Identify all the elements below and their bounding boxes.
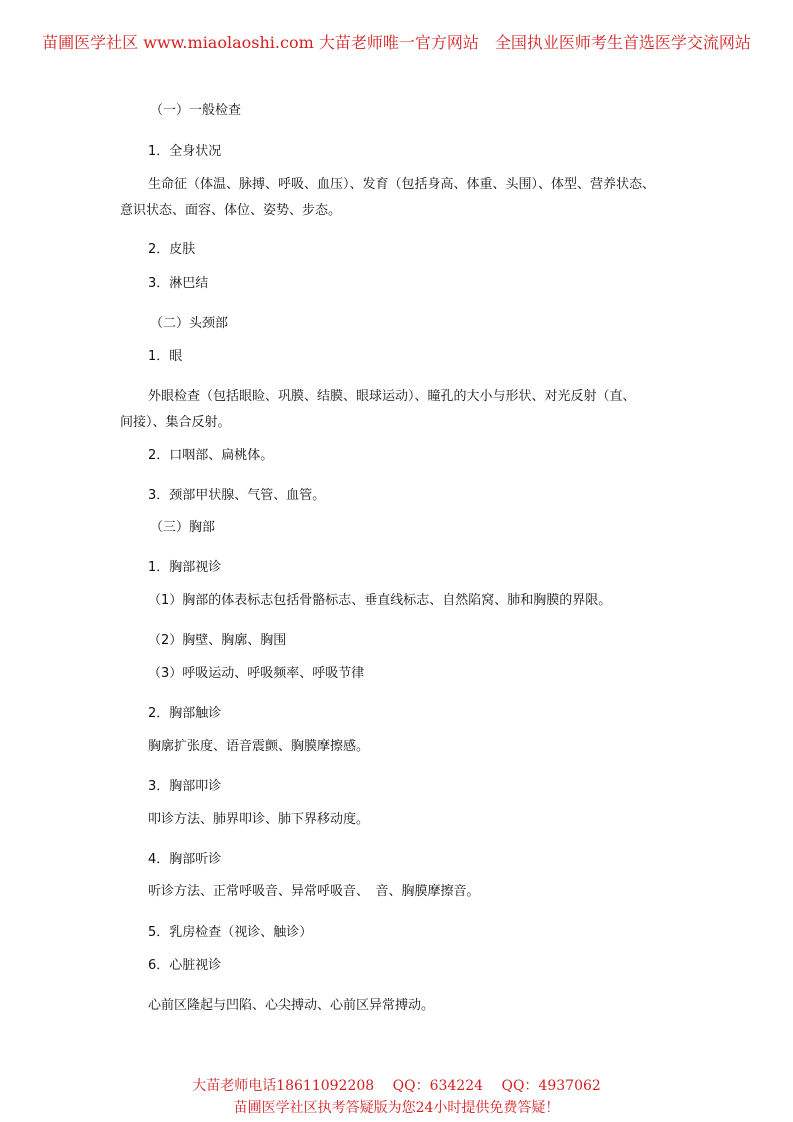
item-title: 6．心脏视诊 xyxy=(148,958,222,973)
item-title: 1．胸部视诊 xyxy=(148,560,222,575)
item-title: 3．淋巴结 xyxy=(148,276,209,291)
item-title: 5．乳房检查（视诊、触诊） xyxy=(148,925,313,940)
paragraph-line: 间接）、集合反射。 xyxy=(120,415,231,430)
sub-item: （1）胸部的体表标志包括骨骼标志、垂直线标志、自然陷窝、肺和胸膜的界限。 xyxy=(148,593,612,608)
item-title: 3．胸部叩诊 xyxy=(148,779,222,794)
section-heading-general-exam: （一）一般检查 xyxy=(150,103,242,118)
paragraph-line: 胸廓扩张度、语音震颤、胸膜摩擦感。 xyxy=(148,739,370,754)
paragraph-line: 心前区隆起与凹陷、心尖搏动、心前区异常搏动。 xyxy=(148,998,435,1013)
footer-tagline: 苗圃医学社区执考答疑版为您24小时提供免费答疑！ xyxy=(233,1100,560,1116)
site-header-banner: 苗圃医学社区 www.miaolaoshi.com 大苗老师唯一官方网站 全国执业医师考生首选医学交流网站 xyxy=(42,33,751,52)
footer-contact: 大苗老师电话18611092208 QQ：634224 QQ：4937062 xyxy=(192,1078,601,1094)
item-title: 3．颈部甲状腺、气管、血管。 xyxy=(148,488,326,503)
sub-item: （2）胸壁、胸廓、胸围 xyxy=(148,633,287,648)
paragraph-line: 听诊方法、正常呼吸音、异常呼吸音、 音、胸膜摩擦音。 xyxy=(148,884,480,899)
paragraph-line: 叩诊方法、肺界叩诊、肺下界移动度。 xyxy=(148,812,370,827)
sub-item: （3）呼吸运动、呼吸频率、呼吸节律 xyxy=(148,666,365,681)
item-title: 4．胸部听诊 xyxy=(148,852,222,867)
item-title: 2．皮肤 xyxy=(148,242,196,257)
section-heading-head-neck: （二）头颈部 xyxy=(150,316,229,331)
item-title: 1．全身状况 xyxy=(148,144,222,159)
paragraph-line: 意识状态、面容、体位、姿势、步态。 xyxy=(120,203,342,218)
section-heading-chest: （三）胸部 xyxy=(150,520,216,535)
item-title: 2．胸部触诊 xyxy=(148,706,222,721)
paragraph-line: 外眼检查（包括眼睑、巩膜、结膜、眼球运动）、瞳孔的大小与形状、对光反射（直、 xyxy=(148,389,636,404)
item-title: 1．眼 xyxy=(148,349,183,364)
paragraph-line: 生命征（体温、脉搏、呼吸、血压）、发育（包括身高、体重、头围）、体型、营养状态、 xyxy=(148,177,656,192)
item-title: 2．口咽部、扁桃体。 xyxy=(148,448,274,463)
